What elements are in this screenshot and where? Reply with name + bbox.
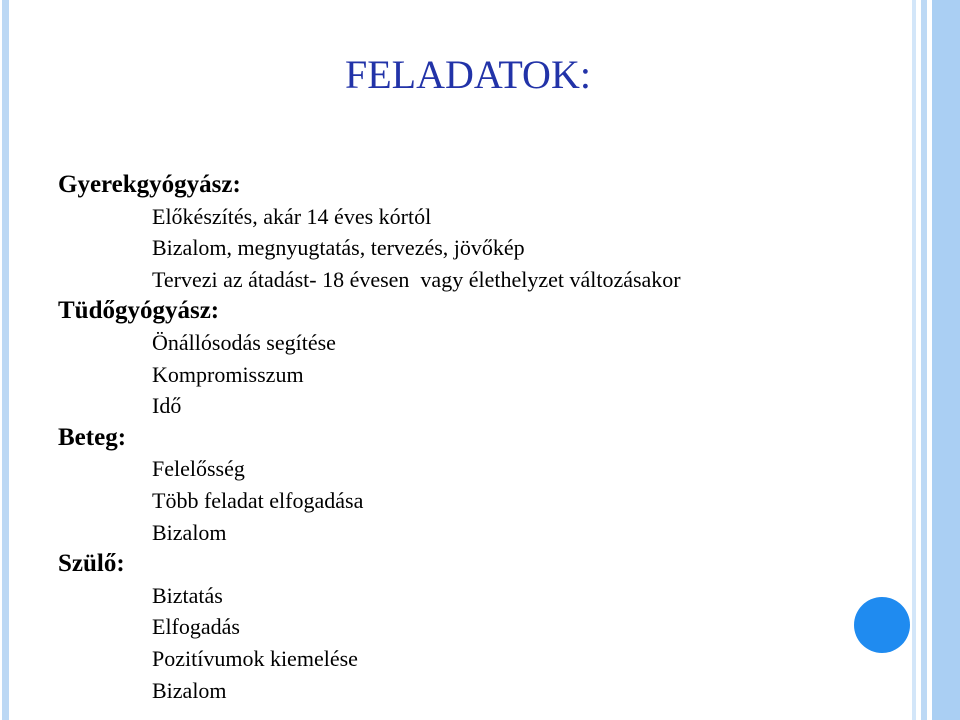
section-heading-tudogyogyasz: Tüdőgyógyász: — [58, 297, 220, 325]
right-decor-band — [932, 0, 960, 720]
list-item: Kompromisszum — [152, 361, 304, 387]
section-heading-szulo: Szülő: — [58, 550, 125, 578]
list-item: Idő — [152, 393, 182, 419]
section-heading-beteg: Beteg: — [58, 423, 127, 451]
list-item: Tervezi az átadást- 18 évesen vagy élethelyzet változásakor — [152, 266, 681, 292]
list-item: Elfogadás — [152, 614, 240, 640]
right-decor-stripe — [912, 0, 916, 720]
list-item: Több feladat elfogadása — [152, 487, 364, 513]
list-item: Bizalom, megnyugtatás, tervezés, jövőkép — [152, 235, 525, 261]
list-item: Pozitívumok kiemelése — [152, 645, 358, 671]
list-item: Önállósodás segítése — [152, 329, 336, 355]
list-item: Bizalom — [152, 677, 227, 703]
slide-body — [0, 169, 900, 706]
slide-title: FELADATOK: — [345, 52, 591, 97]
list-item: Bizalom — [152, 519, 227, 545]
right-decor-stripe — [921, 0, 927, 720]
list-item: Biztatás — [152, 582, 223, 608]
section-heading-gyerekgyogyasz: Gyerekgyógyász: — [58, 171, 241, 198]
list-item: Előkészítés, akár 14 éves kórtól — [152, 203, 432, 229]
list-item: Felelősség — [152, 456, 245, 482]
